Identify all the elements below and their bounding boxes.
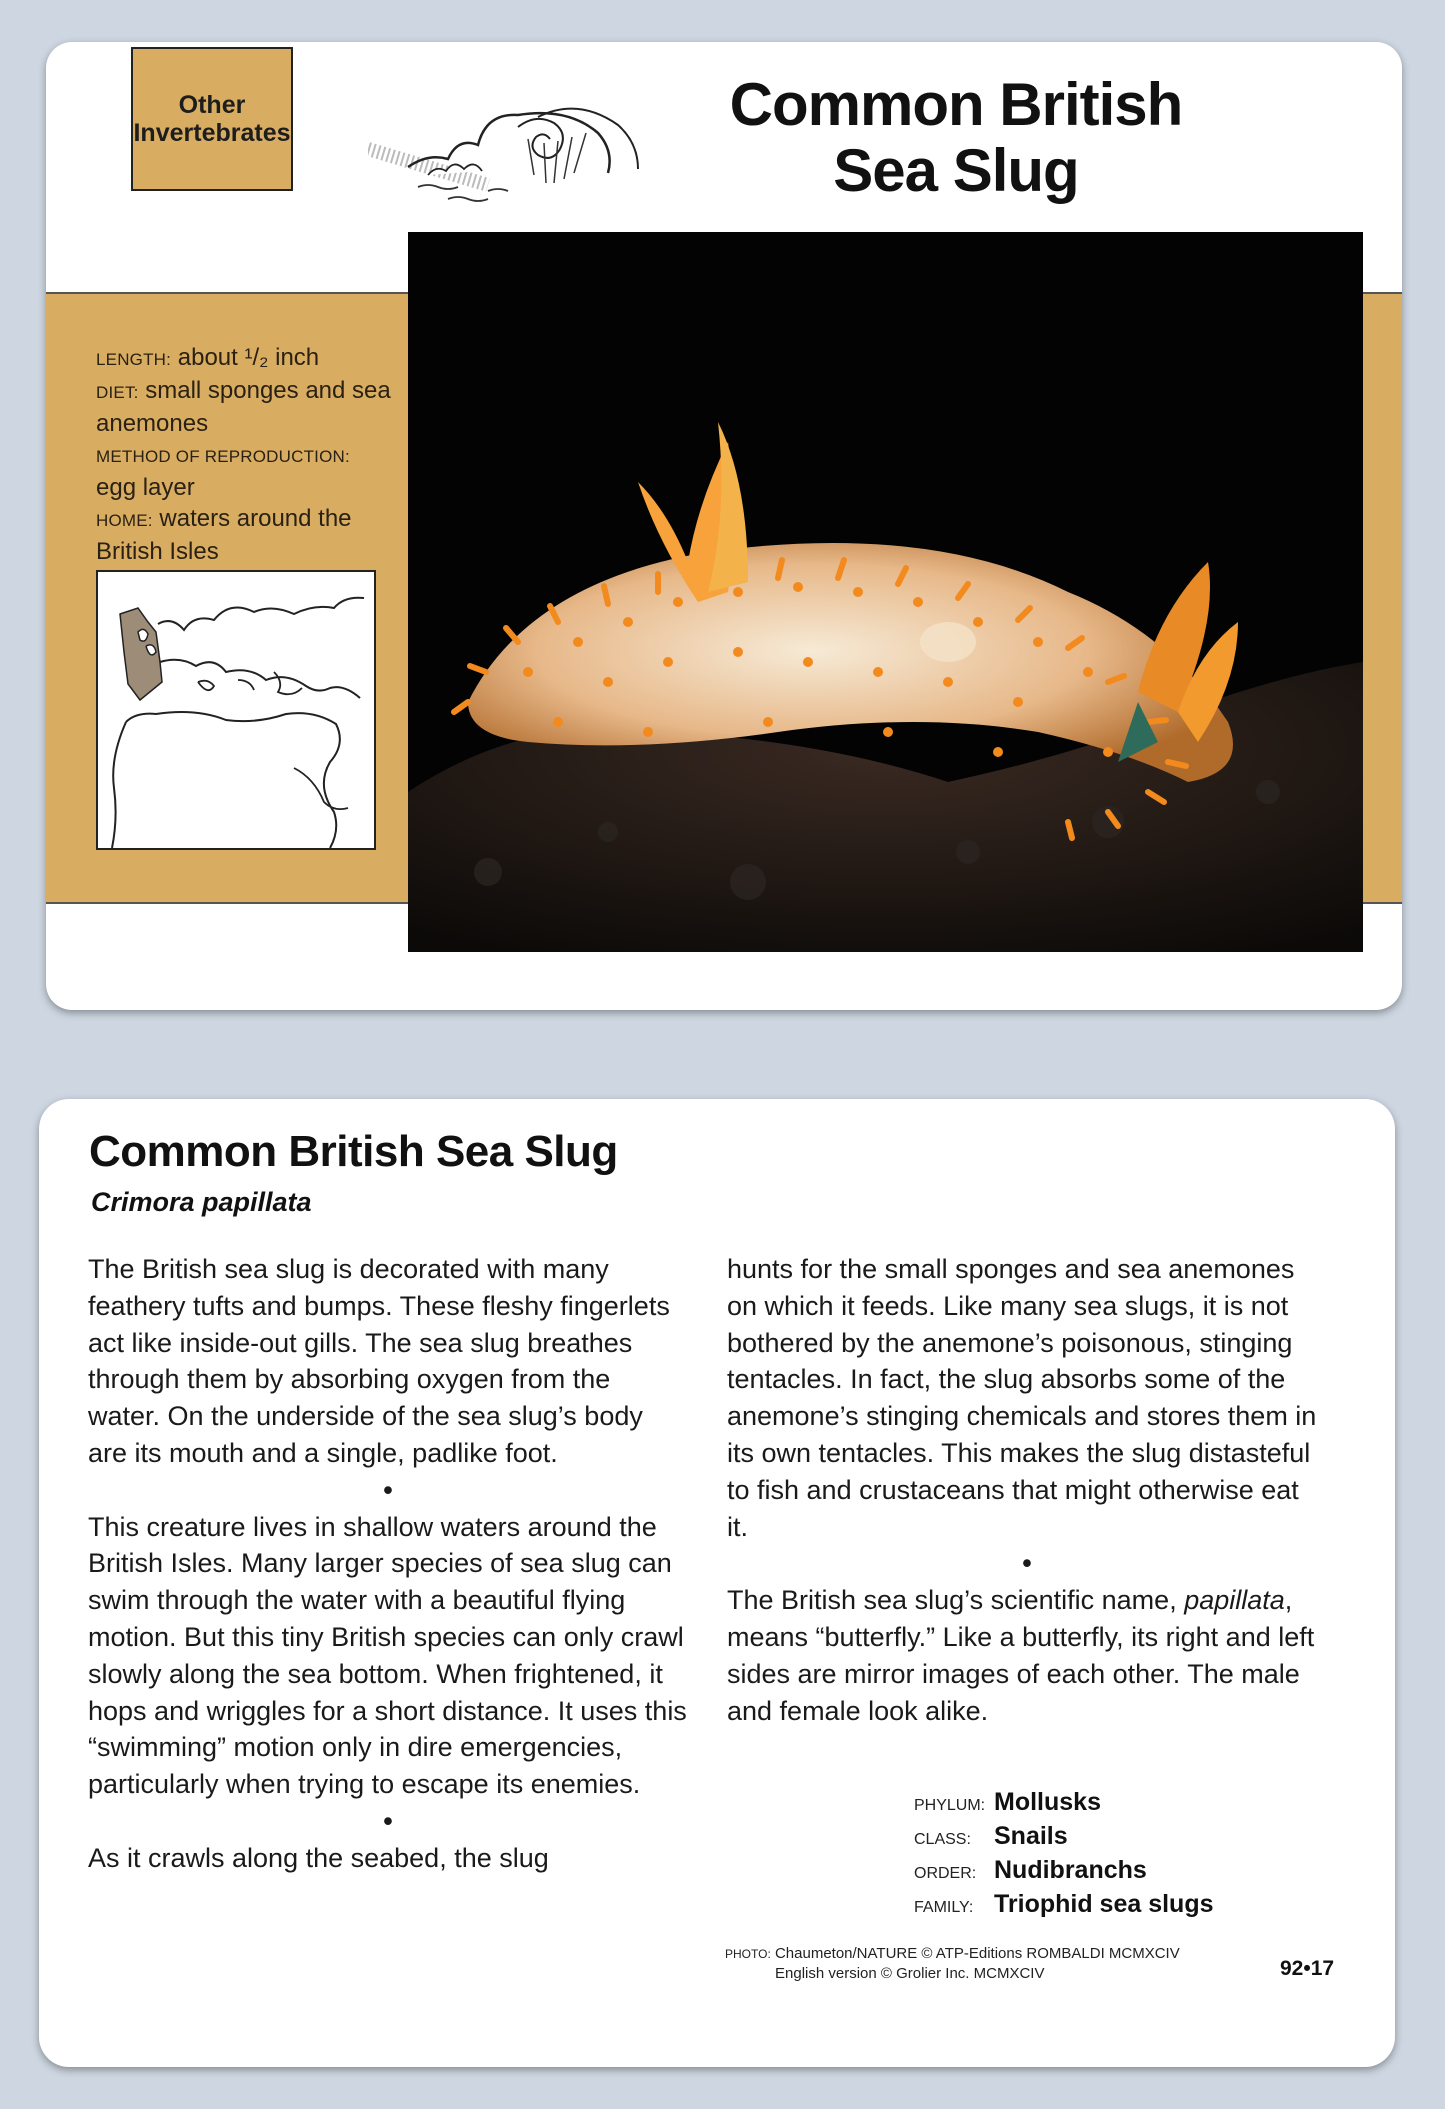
fact-value: small sponges and sea anemones bbox=[96, 377, 391, 437]
fact-value: egg layer bbox=[96, 474, 195, 501]
photo-credits bbox=[725, 1944, 1180, 1984]
category-line-1: Other bbox=[178, 91, 246, 119]
bullet-separator: • bbox=[1022, 1548, 1032, 1579]
front-title-line-1: Common British bbox=[729, 71, 1183, 138]
fact-reproduction bbox=[96, 439, 396, 503]
fact-label: LENGTH: bbox=[96, 350, 172, 369]
paragraph-text: , means “butterfly.” Like a butterfly, its right and left sides are mirror images of each other. The male and female look alike. bbox=[727, 1585, 1315, 1726]
card-number: 92•17 bbox=[1280, 1957, 1335, 1980]
range-map bbox=[96, 570, 376, 850]
credits-line-2: English version © Grolier Inc. MCMXCIV bbox=[775, 1965, 1045, 1982]
paragraph: The British sea slug is decorated with many feathery tufts and bumps. These fleshy fingerlets act like inside-out gills. The sea slug breathes through them by absorbing oxygen from the water. On the underside of the sea slug’s body are its mouth and a single, padlike foot. bbox=[88, 1254, 670, 1468]
paragraph: As it crawls along the seabed, the slug bbox=[88, 1842, 549, 1873]
credits-text: Chaumeton/NATURE © ATP-Editions ROMBALDI MCMXCIV bbox=[774, 1945, 1180, 1962]
taxonomy-row bbox=[914, 1855, 1214, 1889]
back-title: Common British Sea Slug bbox=[89, 1127, 618, 1176]
taxonomy-label: FAMILY: bbox=[914, 1899, 974, 1916]
fact-diet bbox=[96, 375, 396, 439]
taxonomy-list bbox=[914, 1787, 1214, 1923]
taxonomy-row bbox=[914, 1821, 1214, 1855]
front-title-line-2: Sea Slug bbox=[833, 137, 1079, 204]
paragraph: This creature lives in shallow waters around the British Isles. Many larger species of sea slug can swim through the water with a beautiful flying motion. But this tiny British species can only crawl slowly along the sea bottom. When frightened, it hops and wriggles for a short distance. It uses this “swimming” motion only in dire emergencies, particularly when trying to escape its enemies. bbox=[88, 1511, 687, 1800]
category-badge bbox=[131, 47, 293, 191]
taxonomy-value: Mollusks bbox=[994, 1788, 1101, 1816]
fact-home bbox=[96, 503, 396, 567]
category-line-2: Invertebrates bbox=[133, 119, 291, 147]
facts-list bbox=[96, 342, 396, 567]
card-front bbox=[46, 42, 1402, 1010]
taxonomy-label: ORDER: bbox=[914, 1865, 977, 1882]
front-title bbox=[586, 72, 1326, 204]
bullet-separator: • bbox=[383, 1474, 393, 1505]
paragraph bbox=[727, 1582, 1327, 1729]
bullet-separator: • bbox=[383, 1805, 393, 1836]
sea-slug-photo bbox=[408, 232, 1363, 952]
taxonomy-value: Nudibranchs bbox=[994, 1856, 1147, 1884]
taxonomy-value: Snails bbox=[994, 1822, 1068, 1850]
scientific-name: Crimora papillata bbox=[91, 1187, 312, 1217]
taxonomy-label: CLASS: bbox=[914, 1831, 971, 1848]
taxonomy-label: PHYLUM: bbox=[914, 1797, 986, 1814]
fact-value: waters around the British Isles bbox=[96, 505, 352, 565]
card-back bbox=[39, 1099, 1395, 2067]
fact-value: about ¹/₂ inch bbox=[177, 344, 320, 371]
paragraph-text: The British sea slug’s scientific name, bbox=[727, 1585, 1185, 1616]
fact-label: METHOD OF REPRODUCTION: bbox=[96, 447, 350, 466]
fact-label: DIET: bbox=[96, 383, 139, 402]
taxonomy-value: Triophid sea slugs bbox=[994, 1890, 1214, 1918]
fact-label: HOME: bbox=[96, 511, 153, 530]
paragraph: hunts for the small sponges and sea anemones on which it feeds. Like many sea slugs, it is not bothered by the anemone’s poisonous, stinging tentacles. In fact, the slug absorbs some of the anemone’s stinging chemicals and stores them in its own tentacles. This makes the slug distasteful to fish and crustaceans that might otherwise eat it. bbox=[727, 1254, 1317, 1542]
text-column-1 bbox=[88, 1251, 688, 1877]
credits-line-1 bbox=[725, 1944, 1180, 1964]
credits-label: PHOTO: bbox=[725, 1947, 771, 1961]
taxonomy-row bbox=[914, 1787, 1214, 1821]
fact-length bbox=[96, 342, 396, 375]
paragraph-emphasis: papillata bbox=[1184, 1585, 1285, 1616]
text-column-2 bbox=[727, 1251, 1327, 1729]
taxonomy-row bbox=[914, 1889, 1214, 1923]
